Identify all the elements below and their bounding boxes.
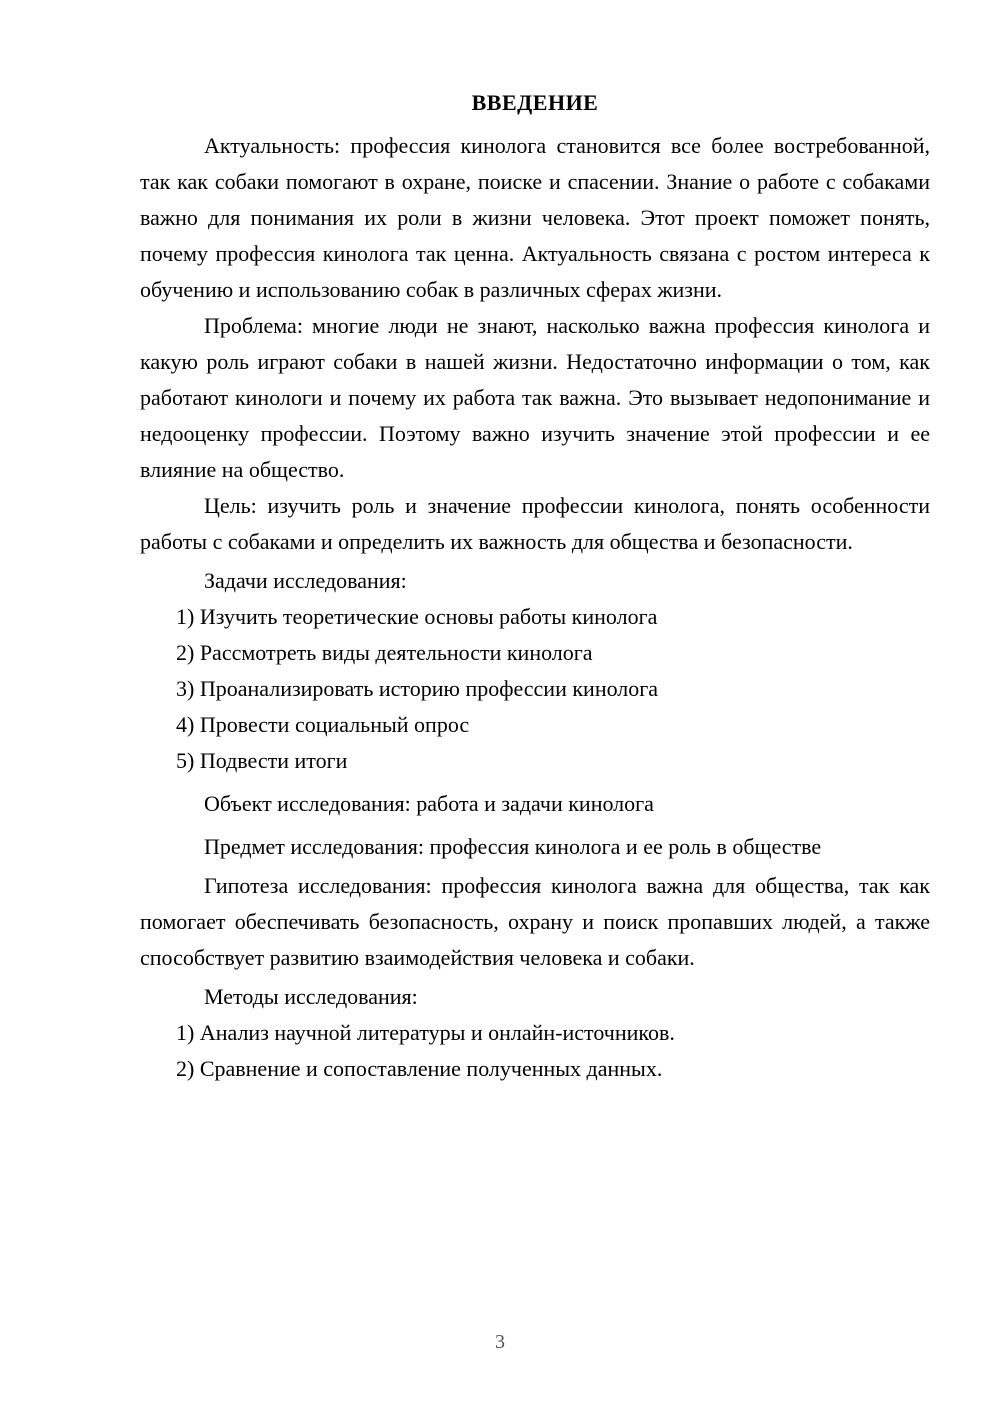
heading-methods: Методы исследования: — [204, 984, 418, 1009]
list-item: 1) Изучить теоретические основы работы кинолога — [176, 604, 658, 629]
list-item: 4) Провести социальный опрос — [176, 712, 470, 737]
paragraph-subject: Предмет исследования: профессия кинолога и ее роль в обществе — [204, 834, 822, 859]
list-item: 3) Проанализировать историю профессии кинолога — [176, 676, 659, 701]
list-tasks — [140, 599, 930, 779]
page-number: 3 — [495, 1331, 505, 1353]
paragraph-problem: Проблема: многие люди не знают, насколько важна профессия кинолога и какую роль играют собаки в нашей жизни. Недостаточно информации о том, как работают кинологи и почему их работа так важна. Это вызывает недопонимание и недооценку профессии. Поэтому важно изучить значение этой профессии и ее влияние на общество. — [140, 313, 930, 482]
spacer — [140, 822, 930, 829]
document-body — [140, 88, 930, 1087]
list-item: 5) Подвести итоги — [176, 748, 348, 773]
list-item: 1) Анализ научной литературы и онлайн-источников. — [176, 1020, 675, 1045]
list-methods — [140, 1015, 930, 1087]
list-item: 2) Сравнение и сопоставление полученных данных. — [176, 1056, 663, 1081]
paragraph-hypothesis: Гипотеза исследования: профессия кинолога важна для общества, так как помогает обеспечивать безопасность, охрану и поиск пропавших людей, а также способствует развитию взаимодействия человека и собаки. — [140, 873, 930, 970]
page-title: ВВЕДЕНИЕ — [471, 90, 599, 115]
paragraph-relevance: Актуальность: профессия кинолога становится все более востребованной, так как собаки помогают в охране, поиске и спасении. Знание о работе с собаками важно для понимания их роли в жизни человека. Этот проект поможет понять, почему профессия кинолога так ценна. Актуальность связана с ростом интереса к обучению и использованию собак в различных сферах жизни. — [140, 133, 930, 302]
heading-tasks: Задачи исследования: — [204, 568, 407, 593]
paragraph-goal: Цель: изучить роль и значение профессии кинолога, понять особенности работы с собаками и определить их важность для общества и безопасности. — [140, 493, 930, 554]
spacer — [140, 779, 930, 786]
paragraph-object: Объект исследования: работа и задачи кинолога — [204, 791, 654, 816]
list-item: 2) Рассмотреть виды деятельности кинолога — [176, 640, 593, 665]
